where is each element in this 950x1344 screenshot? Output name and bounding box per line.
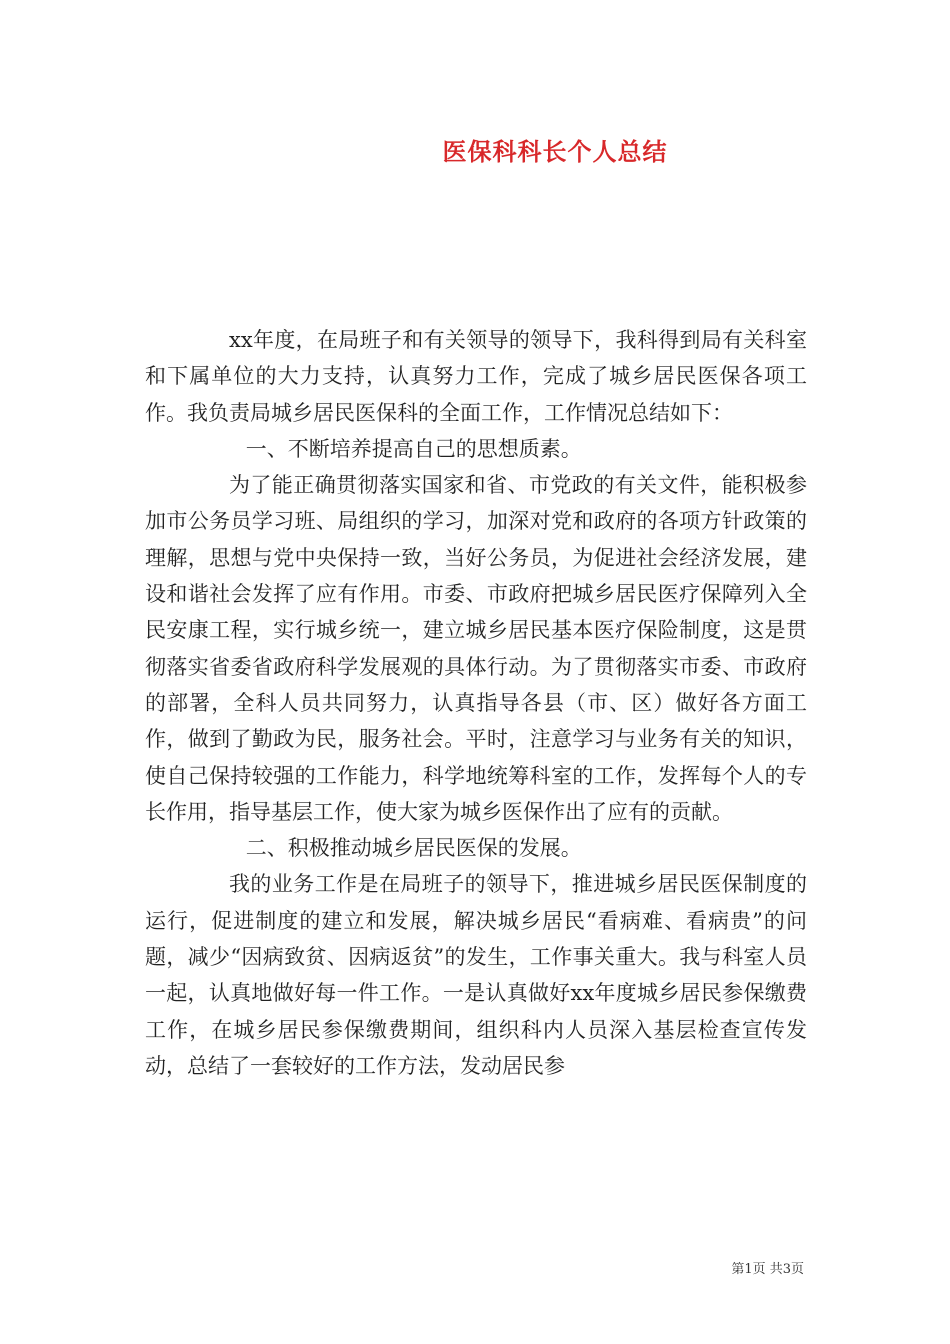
- section-heading-2: 二、积极推动城乡居民医保的发展。: [245, 836, 582, 861]
- document-title: 医保科科长个人总结: [442, 137, 668, 166]
- section-heading-1: 一、不断培养提高自己的思想质素。: [245, 436, 582, 461]
- paragraph-section-1: 为了能正确贯彻落实国家和省、市党政的有关文件，能积极参加市公务员学习班、局组织的学习，加深对党和政府的各项方针政策的理解，思想与党中央保持一致，当好公务员，为促进社会经济发展，建设和谐社会发挥了应有作用。市委、市政府把城乡居民医疗保障列入全民安康工程，实行城乡统一，建立城乡居民基本医疗保险制度，这是贯彻落实省委省政府科学发展观的具体行动。为了贯彻落实市委、市政府的部署，全科人员共同努力，认真指导各县（市、区）做好各方面工作，做到了勤政为民，服务社会。平时，注意学习与业务有关的知识，使自己保持较强的工作能力，科学地统筹科室的工作，发挥每个人的专长作用，指导基层工作，使大家为城乡医保作出了应有的贡献。: [145, 473, 807, 824]
- page-footer: 第1页 共3页: [731, 1262, 804, 1277]
- paragraph-intro: xx年度，在局班子和有关领导的领导下，我科得到局有关科室和下属单位的大力支持，认真努力工作，完成了城乡居民医保各项工作。我负责局城乡居民医保科的全面工作，工作情况总结如下：: [145, 328, 807, 425]
- paragraph-section-2: 我的业务工作是在局班子的领导下，推进城乡居民医保制度的运行，促进制度的建立和发展，解决城乡居民“看病难、看病贵”的问题，减少“因病致贫、因病返贫”的发生，工作事关重大。我与科室人员一起，认真地做好每一件工作。一是认真做好xx年度城乡居民参保缴费工作，在城乡居民参保缴费期间，组织科内人员深入基层检查宣传发动，总结了一套较好的工作方法，发动居民参: [145, 872, 807, 1078]
- document-body: [145, 322, 807, 1084]
